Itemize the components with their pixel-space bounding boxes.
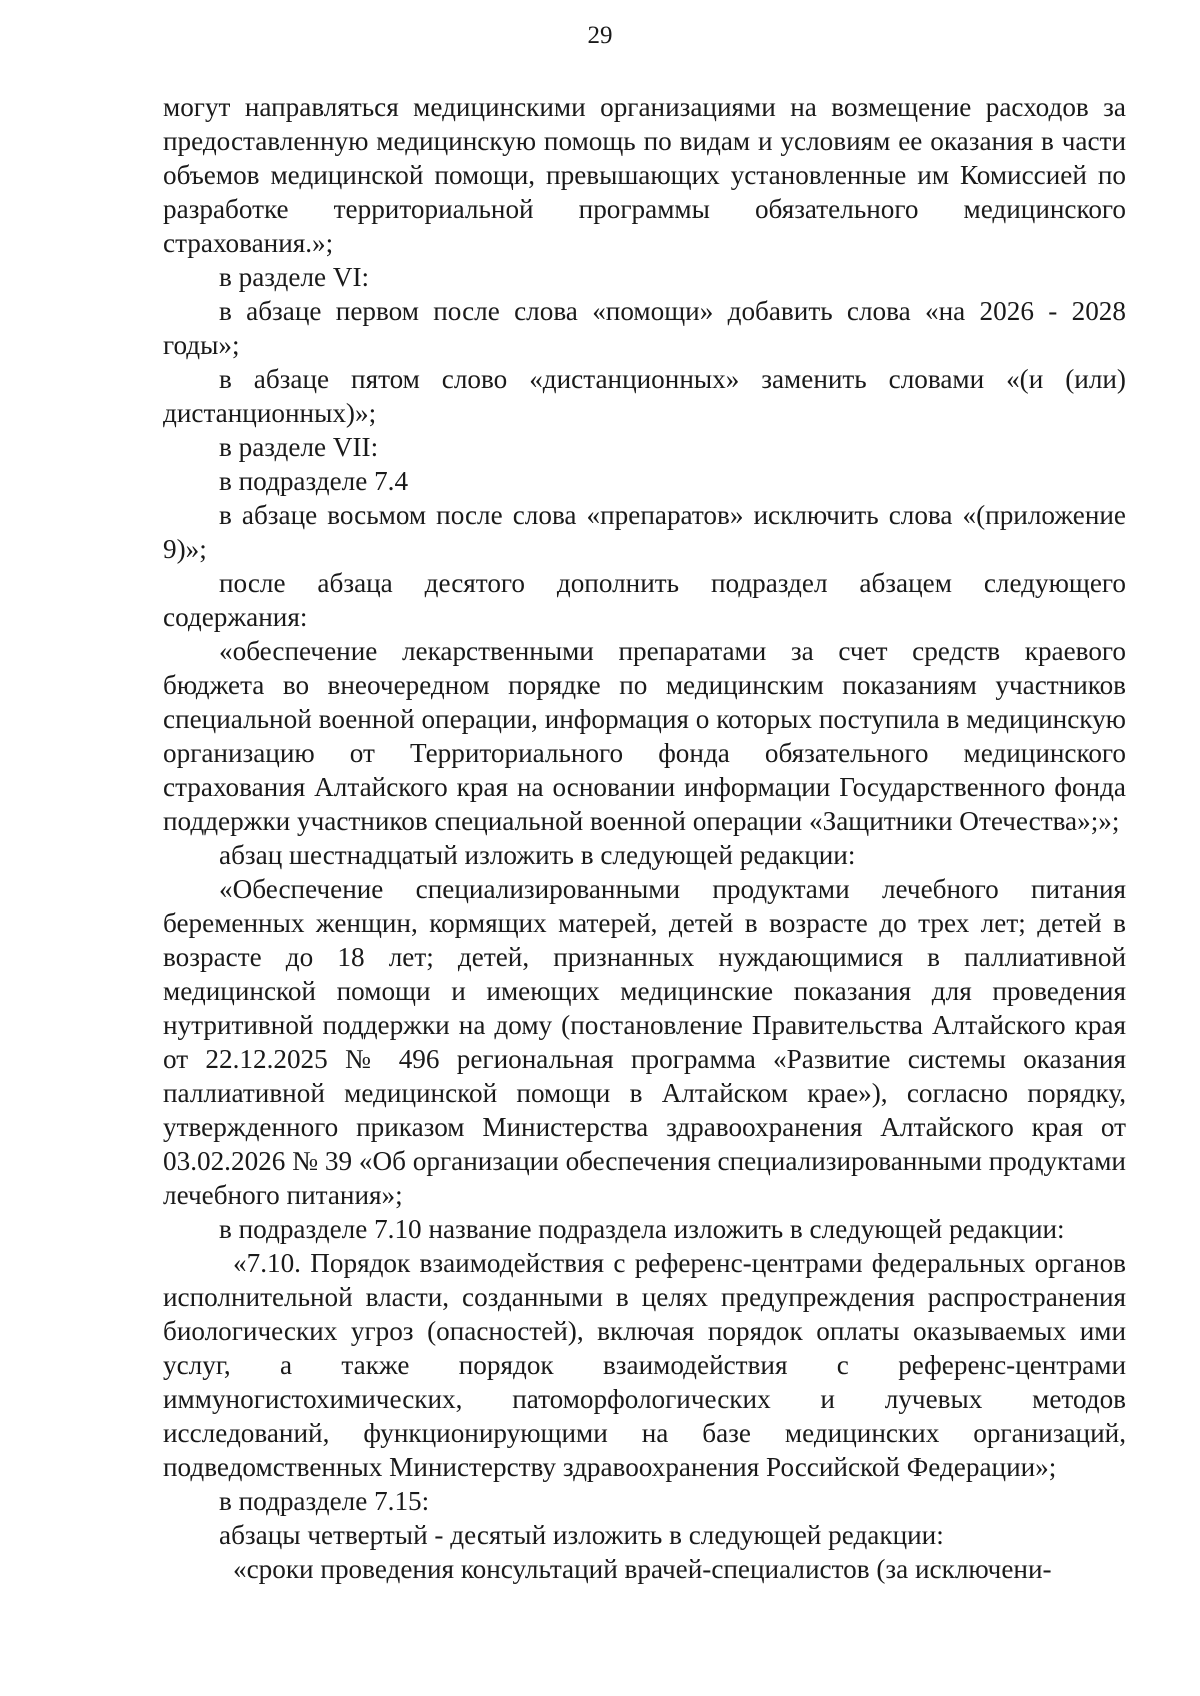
paragraph-nutrition-quote: «Обеспечение специализированными продуктами лечебного питания беременных женщин, кормящих матерей, детей в возрасте до трех лет; детей в возрасте до 18 лет; детей, признанных нуждающимися в паллиативной медицинской помощи и имеющих медицинские показания для проведения нутритивной поддержки на дому (постановление Правительства Алтайского края от 22.12.2025 № 496 региональная программа «Развитие системы оказания паллиативной медицинской помощи в Алтайском крае»), согласно порядку, утвержденного приказом Министерства здравоохранения Алтайского края от 03.02.2026 № 39 «Об организации обеспечения специализированными продуктами лечебного питания»; bbox=[163, 874, 1126, 1210]
paragraph-drug-provision-quote: «обеспечение лекарственными препаратами за счет средств краевого бюджета во внеочередном порядке по медицинским показаниям участников специальной военной операции, информация о которых поступила в медицинскую организацию от Территориального фонда обязательного медицинского страхования Алтайского края на основании информации Государственного фонда поддержки участников специальной военной операции «Защитники Отечества»;»; bbox=[163, 636, 1126, 836]
paragraph-after-tenth-abzac: после абзаца десятого дополнить подраздел абзацем следующего содержания: bbox=[163, 568, 1126, 632]
paragraph-continuation: могут направляться медицинскими организациями на возмещение расходов за предоставленную медицинскую помощь по видам и условиям ее оказания в части объемов медицинской помощи, превышающих установленные им Комиссией по разработке территориальной программы обязательного медицинского страхования.»; bbox=[163, 92, 1126, 258]
paragraph-eighth-abzac: в абзаце восьмом после слова «препаратов» исключить слова «(приложение 9)»; bbox=[163, 500, 1126, 564]
page-number: 29 bbox=[587, 22, 613, 49]
document-body bbox=[163, 90, 1126, 1586]
paragraph-section-vii: в разделе VII: bbox=[219, 432, 379, 462]
paragraph-section-vi: в разделе VI: bbox=[219, 262, 370, 292]
paragraph-subsection-7-4: в подразделе 7.4 bbox=[219, 466, 409, 496]
paragraph-fifth-abzac: в абзаце пятом слово «дистанционных» заменить словами «(и (или) дистанционных)»; bbox=[163, 364, 1126, 428]
paragraph-reference-centers-quote: «7.10. Порядок взаимодействия с референс-центрами федеральных органов исполнительной власти, созданными в целях предупреждения распространения биологических угроз (опасностей), включая порядок оплаты оказываемых ими услуг, а также порядок взаимодействия с референс-центрами иммуногистохимических, патоморфологических и лучевых методов исследований, функционирующими на базе медицинских организаций, подведомственных Министерству здравоохранения Российской Федерации»; bbox=[163, 1248, 1126, 1482]
paragraph-subsection-7-10: в подразделе 7.10 название подраздела изложить в следующей редакции: bbox=[219, 1214, 1065, 1244]
paragraph-consultation-terms-quote: «сроки проведения консультаций врачей-специалистов (за исключени- bbox=[233, 1554, 1052, 1584]
paragraph-fourth-tenth-abzac: абзацы четвертый - десятый изложить в следующей редакции: bbox=[219, 1520, 944, 1550]
paragraph-first-abzac: в абзаце первом после слова «помощи» добавить слова «на 2026 - 2028 годы»; bbox=[163, 296, 1126, 360]
paragraph-sixteenth-abzac: абзац шестнадцатый изложить в следующей редакции: bbox=[219, 840, 856, 870]
paragraph-subsection-7-15: в подразделе 7.15: bbox=[219, 1486, 430, 1516]
